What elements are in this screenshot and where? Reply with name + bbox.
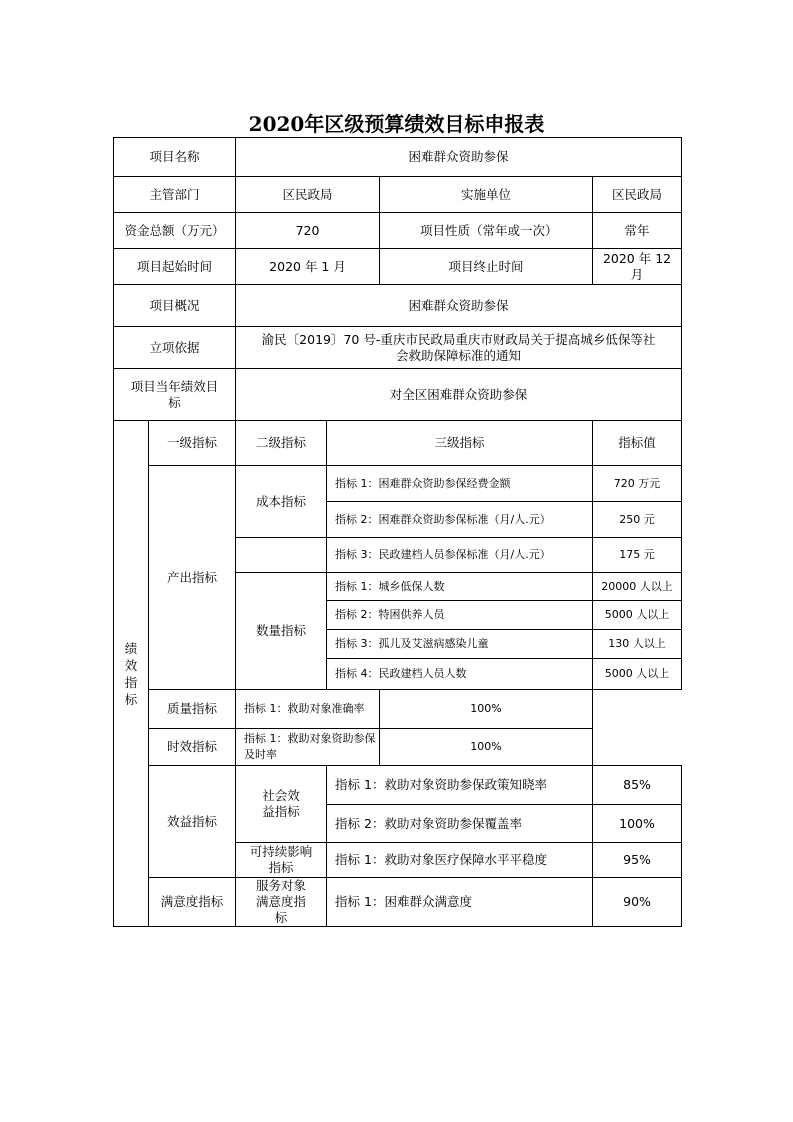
project-name-label: 项目名称 — [114, 138, 236, 177]
l2-service-satisfaction: 服务对象满意度指标 — [236, 878, 327, 927]
l3-text: 指标 3：孤儿及艾滋病感染儿童 — [327, 630, 593, 659]
budget-performance-table — [113, 137, 682, 927]
l2-sustainable: 可持续影响指标 — [236, 843, 327, 878]
l3-value: 100% — [380, 729, 593, 766]
l3-text: 指标 1：困难群众满意度 — [327, 878, 593, 927]
l3-value: 250 元 — [593, 502, 682, 538]
header-level1: 一级指标 — [149, 421, 236, 466]
row-fund — [114, 213, 682, 249]
table-row — [114, 466, 682, 502]
l3-text: 指标 4：民政建档人员人数 — [327, 659, 593, 690]
basis-value: 渝民〔2019〕70 号-重庆市民政局重庆市财政局关于提高城乡低保等社会救助保障标准的通知 — [236, 327, 682, 369]
fund-label: 资金总额（万元） — [114, 213, 236, 249]
project-name-value: 困难群众资助参保 — [236, 138, 682, 177]
table-row — [114, 878, 682, 927]
l1-output: 产出指标 — [149, 466, 236, 690]
l3-value: 95% — [593, 843, 682, 878]
row-project-name — [114, 138, 682, 177]
l3-value: 90% — [593, 878, 682, 927]
header-level3: 三级指标 — [327, 421, 593, 466]
l3-text: 指标 1：困难群众资助参保经费金额 — [327, 466, 593, 502]
l3-value: 5000 人以上 — [593, 659, 682, 690]
overview-label: 项目概况 — [114, 285, 236, 327]
start-label: 项目起始时间 — [114, 249, 236, 285]
row-overview — [114, 285, 682, 327]
l3-text: 指标 2：救助对象资助参保覆盖率 — [327, 805, 593, 843]
row-goal — [114, 369, 682, 421]
row-basis — [114, 327, 682, 369]
l3-text: 指标 1：城乡低保人数 — [327, 573, 593, 601]
page-title: 2020年区级预算绩效目标申报表 — [248, 112, 545, 136]
impl-value: 区民政局 — [593, 177, 682, 213]
overview-value: 困难群众资助参保 — [236, 285, 682, 327]
goal-value: 对全区困难群众资助参保 — [236, 369, 682, 421]
l3-value: 130 人以上 — [593, 630, 682, 659]
l3-text: 指标 1：救助对象医疗保障水平平稳度 — [327, 843, 593, 878]
end-label: 项目终止时间 — [380, 249, 593, 285]
l3-text: 指标 1：救助对象资助参保政策知晓率 — [327, 766, 593, 805]
l1-benefit: 效益指标 — [149, 766, 236, 878]
start-value: 2020 年 1 月 — [236, 249, 380, 285]
l3-text: 指标 1：救助对象资助参保及时率 — [236, 729, 380, 766]
nature-label: 项目性质（常年或一次） — [380, 213, 593, 249]
header-level2: 二级指标 — [236, 421, 327, 466]
fund-value: 720 — [236, 213, 380, 249]
header-value: 指标值 — [593, 421, 682, 466]
l3-text: 指标 2：特困供养人员 — [327, 601, 593, 630]
table-row — [114, 766, 682, 805]
l3-value: 85% — [593, 766, 682, 805]
l3-text: 指标 3：民政建档人员参保标准（月/人.元） — [327, 538, 593, 573]
l2-quantity: 数量指标 — [236, 573, 327, 690]
table-row — [114, 729, 682, 766]
l3-text: 指标 2：困难群众资助参保标准（月/人.元） — [327, 502, 593, 538]
l3-text: 指标 1：救助对象准确率 — [236, 690, 380, 729]
goal-label: 项目当年绩效目标 — [114, 369, 236, 421]
end-value: 2020 年 12 月 — [593, 249, 682, 285]
l3-value: 20000 人以上 — [593, 573, 682, 601]
l2-quality: 质量指标 — [149, 690, 236, 729]
l3-value: 100% — [593, 805, 682, 843]
l3-value: 175 元 — [593, 538, 682, 573]
dept-label: 主管部门 — [114, 177, 236, 213]
l2-social-benefit: 社会效益指标 — [236, 766, 327, 843]
row-department — [114, 177, 682, 213]
impl-label: 实施单位 — [380, 177, 593, 213]
l3-value: 5000 人以上 — [593, 601, 682, 630]
l1-satisfaction: 满意度指标 — [149, 878, 236, 927]
dept-value: 区民政局 — [236, 177, 380, 213]
l3-value: 100% — [380, 690, 593, 729]
performance-indicators-label: 绩效指标 — [114, 421, 149, 927]
l3-value: 720 万元 — [593, 466, 682, 502]
l2-timeliness: 时效指标 — [149, 729, 236, 766]
nature-value: 常年 — [593, 213, 682, 249]
basis-label: 立项依据 — [114, 327, 236, 369]
indicator-header-row — [114, 421, 682, 466]
l2-empty-cell — [236, 538, 327, 573]
row-time — [114, 249, 682, 285]
table-row — [114, 690, 682, 729]
l2-cost: 成本指标 — [236, 466, 327, 538]
